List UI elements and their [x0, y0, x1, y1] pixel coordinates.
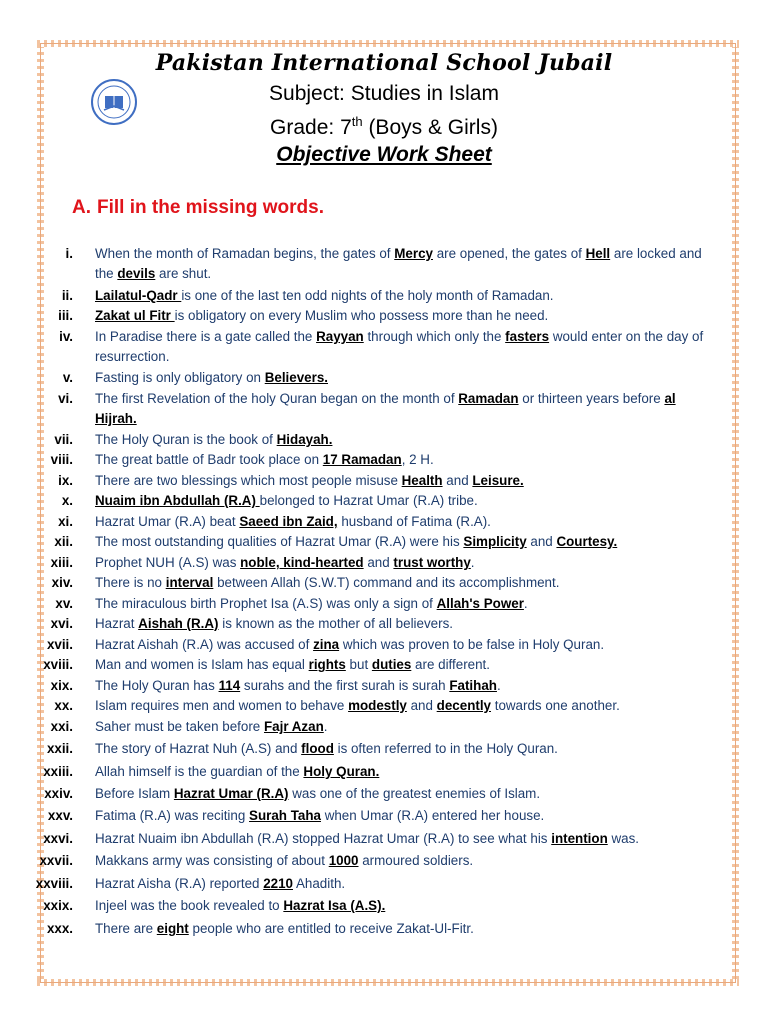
- sentence-fragment: and: [406, 698, 437, 713]
- sentence-fragment: , 2 H.: [401, 452, 434, 467]
- item-text: [95, 717, 710, 737]
- sentence-fragment: through which only the: [363, 329, 506, 344]
- subject-line: Subject: Studies in Islam: [269, 82, 499, 105]
- sentence-fragment: .: [523, 596, 528, 611]
- section-heading: [72, 197, 324, 219]
- item-number: xvii.: [46, 637, 73, 652]
- item-text: [95, 784, 710, 804]
- sentence-fragment: The Holy Quran has: [95, 678, 219, 693]
- answer-word: 1000: [328, 853, 359, 868]
- item-text: [95, 512, 710, 532]
- answer-word: Fajr Azan: [263, 719, 324, 734]
- answer-word: Zakat ul Fitr: [95, 308, 175, 323]
- answer-word: duties: [371, 657, 412, 672]
- sentence-fragment: armoured soldiers.: [358, 853, 474, 868]
- item-text: [95, 874, 710, 894]
- answer-word: Surah Taha: [249, 808, 321, 823]
- answer-word: eight: [156, 921, 189, 936]
- item-text: [95, 919, 710, 939]
- item-number: xx.: [54, 698, 73, 713]
- item-number: iii.: [58, 308, 73, 323]
- item-number: vii.: [54, 432, 73, 447]
- answer-word: interval: [165, 575, 214, 590]
- answer-word: trust worthy: [393, 555, 471, 570]
- section-title: Fill in the missing words.: [97, 197, 324, 218]
- item-text: [95, 655, 710, 675]
- sentence-fragment: is known as the mother of all believers.: [218, 616, 453, 631]
- answer-word: decently: [436, 698, 491, 713]
- answer-word: Mercy: [394, 246, 433, 261]
- sentence-fragment: Man and women is Islam has equal: [95, 657, 309, 672]
- answer-word: Hazrat Umar (R.A): [173, 786, 289, 801]
- item-number: i.: [65, 246, 73, 261]
- item-number: xix.: [50, 678, 73, 693]
- sentence-fragment: Allah himself is the guardian of the: [95, 764, 304, 779]
- item-text: [95, 491, 710, 511]
- sentence-fragment: Hazrat: [95, 616, 139, 631]
- item-text: [95, 553, 710, 573]
- sentence-fragment: are shut.: [155, 266, 212, 281]
- item-number: xviii.: [43, 657, 73, 672]
- sentence-fragment: Ahadith.: [293, 876, 346, 891]
- item-number: xxx.: [46, 921, 73, 936]
- item-text: [95, 614, 710, 634]
- answer-word: Holy Quran.: [303, 764, 380, 779]
- sentence-fragment: Hazrat Nuaim ibn Abdullah (R.A) stopped Hazrat Umar (R.A) to see what his: [95, 831, 552, 846]
- item-number: xxiv.: [44, 786, 73, 801]
- item-text: [95, 896, 710, 916]
- sentence-fragment: The great battle of Badr took place on: [95, 452, 323, 467]
- answer-word: 17 Ramadan: [322, 452, 402, 467]
- answer-word: Believers.: [264, 370, 328, 385]
- sentence-fragment: The Holy Quran is the book of: [95, 432, 277, 447]
- item-text: [95, 851, 710, 871]
- sentence-fragment: towards one another.: [491, 698, 620, 713]
- item-text: [95, 430, 710, 450]
- item-text: [95, 696, 710, 716]
- answer-word: noble, kind-hearted: [240, 555, 364, 570]
- grade-suffix: (Boys & Girls): [362, 116, 498, 139]
- item-text: [95, 306, 710, 326]
- grade-line: [0, 114, 768, 140]
- sentence-fragment: Makkans army was consisting of about: [95, 853, 329, 868]
- sentence-fragment: When the month of Ramadan begins, the gates of: [95, 246, 395, 261]
- answer-word: Aishah (R.A): [138, 616, 219, 631]
- answer-word: flood: [301, 741, 334, 756]
- item-text: [95, 573, 710, 593]
- sentence-fragment: was.: [607, 831, 640, 846]
- answer-word: al Hijrah.: [95, 391, 676, 426]
- answer-word: 114: [218, 678, 241, 693]
- sentence-fragment: and: [526, 534, 557, 549]
- sentence-fragment: which was proven to be false in Holy Quran.: [339, 637, 605, 652]
- sentence-fragment: belonged to Hazrat Umar (R.A) tribe.: [259, 493, 478, 508]
- sentence-fragment: The first Revelation of the holy Quran began on the month of: [95, 391, 459, 406]
- item-number: xii.: [54, 534, 73, 549]
- sentence-fragment: The story of Hazrat Nuh (A.S) and: [95, 741, 302, 756]
- item-number: viii.: [50, 452, 73, 467]
- item-number: ix.: [58, 473, 73, 488]
- item-number: x.: [61, 493, 73, 508]
- item-text: [95, 389, 710, 429]
- item-text: [95, 762, 710, 782]
- answer-word: Health: [401, 473, 443, 488]
- sentence-fragment: The most outstanding qualities of Hazrat Umar (R.A) were his: [95, 534, 464, 549]
- sentence-fragment: In Paradise there is a gate called the: [95, 329, 317, 344]
- sentence-fragment: .: [496, 678, 501, 693]
- item-number: xv.: [55, 596, 73, 611]
- sentence-fragment: husband of Fatima (R.A).: [337, 514, 491, 529]
- item-number: ii.: [61, 288, 73, 303]
- item-text: [95, 471, 710, 491]
- answer-word: Hidayah.: [276, 432, 333, 447]
- sentence-fragment: Hazrat Umar (R.A) beat: [95, 514, 240, 529]
- item-text: [95, 450, 710, 470]
- item-number: xiii.: [50, 555, 73, 570]
- sentence-fragment: is one of the last ten odd nights of the holy month of Ramadan.: [181, 288, 554, 303]
- sentence-fragment: was one of the greatest enemies of Islam.: [288, 786, 541, 801]
- sentence-fragment: There are two blessings which most people misuse: [95, 473, 402, 488]
- sentence-fragment: There is no: [95, 575, 166, 590]
- sentence-fragment: .: [470, 555, 475, 570]
- sentence-fragment: Islam requires men and women to behave: [95, 698, 349, 713]
- sentence-fragment: are opened, the gates of: [432, 246, 586, 261]
- item-number: xxi.: [50, 719, 73, 734]
- grade-prefix: Grade: 7: [270, 116, 352, 139]
- item-number: xxii.: [46, 741, 73, 756]
- sentence-fragment: There are: [95, 921, 157, 936]
- sentence-fragment: Before Islam: [95, 786, 174, 801]
- sentence-fragment: are different.: [411, 657, 490, 672]
- item-text: [95, 532, 710, 552]
- item-number: xxv.: [47, 808, 73, 823]
- item-text: [95, 368, 710, 388]
- answer-word: Lailatul-Qadr: [95, 288, 182, 303]
- sentence-fragment: but: [345, 657, 372, 672]
- item-number: xiv.: [51, 575, 73, 590]
- item-number: xxiii.: [43, 764, 73, 779]
- school-name: Pakistan International School Jubail: [155, 50, 613, 76]
- worksheet-title: Objective Work Sheet: [276, 143, 492, 166]
- answer-word: Allah's Power: [436, 596, 524, 611]
- answer-word: Nuaim ibn Abdullah (R.A): [95, 493, 260, 508]
- answer-word: intention: [551, 831, 608, 846]
- sentence-fragment: Prophet NUH (A.S) was: [95, 555, 241, 570]
- sentence-fragment: people who are entitled to receive Zakat-Ul-Fitr.: [188, 921, 474, 936]
- item-text: [95, 635, 710, 655]
- item-number: xxix.: [43, 898, 73, 913]
- item-text: [95, 594, 710, 614]
- answer-word: 2210: [263, 876, 293, 891]
- sentence-fragment: The miraculous birth Prophet Isa (A.S) was only a sign of: [95, 596, 437, 611]
- item-number: xxvi.: [43, 831, 73, 846]
- item-text: [95, 244, 710, 284]
- sentence-fragment: Fatima (R.A) was reciting: [95, 808, 250, 823]
- answer-word: zina: [313, 637, 340, 652]
- sentence-fragment: or thirteen years before: [518, 391, 665, 406]
- item-text: [95, 806, 710, 826]
- section-label: A.: [72, 197, 91, 218]
- answer-word: Hazrat Isa (A.S).: [283, 898, 386, 913]
- answer-word: modestly: [348, 698, 407, 713]
- answer-word: Ramadan: [458, 391, 519, 406]
- sentence-fragment: and: [363, 555, 394, 570]
- answer-word: Saeed ibn Zaid,: [239, 514, 338, 529]
- sentence-fragment: between Allah (S.W.T) command and its accomplishment.: [213, 575, 560, 590]
- sentence-fragment: Injeel was the book revealed to: [95, 898, 284, 913]
- answer-word: fasters: [505, 329, 550, 344]
- sentence-fragment: .: [323, 719, 328, 734]
- sentence-fragment: is often referred to in the Holy Quran.: [333, 741, 558, 756]
- sentence-fragment: Fasting is only obligatory on: [95, 370, 265, 385]
- item-number: xxviii.: [35, 876, 73, 891]
- sentence-fragment: Hazrat Aisha (R.A) reported: [95, 876, 264, 891]
- item-number: xxvii.: [39, 853, 73, 868]
- item-number: xvi.: [50, 616, 73, 631]
- sentence-fragment: when Umar (R.A) entered her house.: [320, 808, 545, 823]
- answer-word: Leisure.: [472, 473, 524, 488]
- sentence-fragment: surahs and the first surah is surah: [240, 678, 450, 693]
- sentence-fragment: are locked and the: [95, 246, 702, 281]
- answer-word: Hell: [585, 246, 611, 261]
- item-text: [95, 327, 710, 367]
- sentence-fragment: is obligatory on every Muslim who possess more than he need.: [174, 308, 549, 323]
- answer-word: Courtesy.: [556, 534, 618, 549]
- sentence-fragment: Saher must be taken before: [95, 719, 264, 734]
- item-text: [95, 286, 710, 306]
- item-text: [95, 739, 710, 759]
- sentence-fragment: and: [442, 473, 473, 488]
- answer-word: rights: [308, 657, 346, 672]
- answer-word: Rayyan: [316, 329, 364, 344]
- grade-sup: th: [351, 114, 363, 129]
- item-number: xi.: [58, 514, 73, 529]
- item-number: iv.: [59, 329, 73, 344]
- item-text: [95, 829, 710, 849]
- item-text: [95, 676, 710, 696]
- item-number: vi.: [58, 391, 73, 406]
- sentence-fragment: Hazrat Aishah (R.A) was accused of: [95, 637, 314, 652]
- answer-word: devils: [117, 266, 156, 281]
- answer-word: Simplicity: [463, 534, 527, 549]
- sentence-fragment: would enter on the day of resurrection.: [95, 329, 704, 364]
- answer-word: Fatihah: [449, 678, 497, 693]
- item-number: v.: [62, 370, 73, 385]
